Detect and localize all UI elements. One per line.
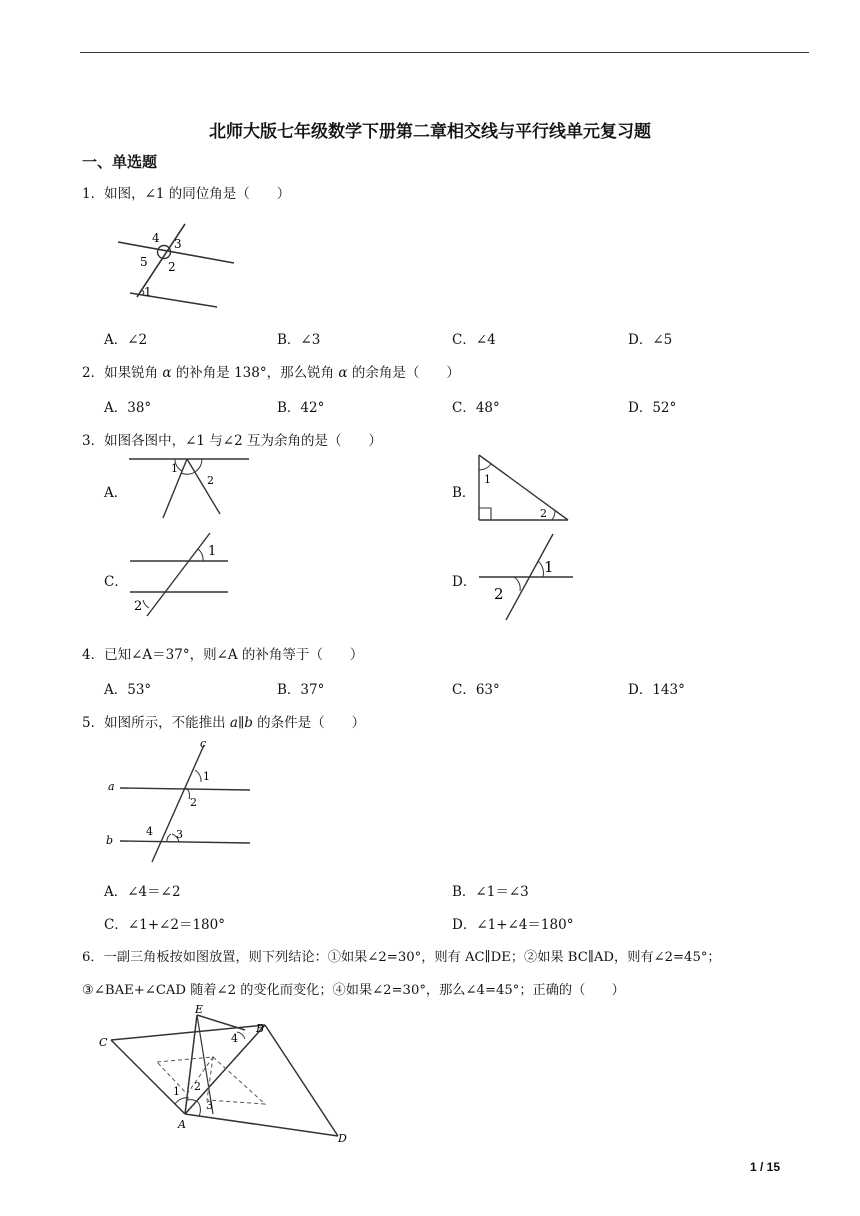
fig6-label-3: 3 bbox=[206, 1099, 213, 1112]
question-2-stem: 2．如果锐角 α 的补角是 138°，那么锐角 α 的余角是（ ） bbox=[82, 365, 460, 381]
q3b-label-2: 2 bbox=[540, 507, 547, 520]
q5-option-a[interactable]: A．∠4＝∠2 bbox=[104, 884, 181, 900]
q2-option-d[interactable]: D．52° bbox=[628, 400, 677, 416]
fig5-label-2: 2 bbox=[190, 796, 197, 809]
question-1-stem: 1．如图，∠1 的同位角是（ ） bbox=[82, 186, 291, 202]
q3-option-b[interactable]: B． bbox=[452, 485, 476, 501]
q2-option-c[interactable]: C．48° bbox=[452, 400, 500, 416]
fig6-label-4: 4 bbox=[231, 1032, 238, 1045]
question-5-figure bbox=[100, 735, 260, 865]
fig6-label-2: 2 bbox=[194, 1080, 201, 1093]
question-6-stem-line-1: 6．一副三角板按如图放置，则下列结论：①如果∠2=30°，则有 AC∥DE；②如果 BC∥AD，则有∠2=45°； bbox=[82, 950, 721, 965]
q3c-label-1: 1 bbox=[208, 544, 217, 559]
fig6-label-e: E bbox=[195, 1003, 204, 1016]
q4-option-d[interactable]: D．143° bbox=[628, 682, 685, 698]
fig6-label-a: A bbox=[178, 1118, 186, 1131]
page-title: 北师大版七年级数学下册第二章相交线与平行线单元复习题 bbox=[209, 122, 651, 142]
q5-option-c[interactable]: C．∠1+∠2＝180° bbox=[104, 917, 225, 933]
page-number: 1 / 15 bbox=[750, 1160, 781, 1174]
q3a-label-1: 1 bbox=[171, 462, 178, 475]
q3d-label-1: 1 bbox=[544, 558, 554, 576]
q2-option-b[interactable]: B．42° bbox=[277, 400, 325, 416]
q3d-label-2: 2 bbox=[494, 585, 504, 603]
q4-option-c[interactable]: C．63° bbox=[452, 682, 500, 698]
q1-option-c[interactable]: C．∠4 bbox=[452, 332, 496, 348]
fig1-label-4: 4 bbox=[152, 231, 160, 245]
fig6-label-d: D bbox=[338, 1132, 347, 1145]
q1-option-b[interactable]: B．∠3 bbox=[277, 332, 321, 348]
q3c-label-2: 2 bbox=[134, 599, 143, 614]
q3-figure-c bbox=[125, 530, 235, 618]
fig6-label-1: 1 bbox=[173, 1085, 180, 1098]
q3b-label-1: 1 bbox=[484, 473, 491, 486]
fig6-label-b: B bbox=[256, 1022, 265, 1035]
section-heading: 一、单选题 bbox=[82, 153, 158, 171]
question-6-stem-line-2: ③∠BAE+∠CAD 随着∠2 的变化而变化；④如果∠2=30°，那么∠4=45°；正确的（ ） bbox=[82, 983, 625, 998]
q4-option-b[interactable]: B．37° bbox=[277, 682, 325, 698]
q3-option-d[interactable]: D． bbox=[452, 574, 477, 590]
q3-figure-b bbox=[474, 450, 574, 526]
q3-option-a[interactable]: A． bbox=[104, 485, 128, 501]
fig5-label-4: 4 bbox=[146, 825, 153, 838]
fig5-label-c: c bbox=[200, 737, 207, 750]
fig1-label-2: 2 bbox=[168, 260, 176, 274]
q5-option-b[interactable]: B．∠1＝∠3 bbox=[452, 884, 529, 900]
fig5-label-1: 1 bbox=[203, 770, 210, 783]
fig1-label-1: 1 bbox=[144, 285, 152, 299]
q4-option-a[interactable]: A．53° bbox=[104, 682, 152, 698]
q3-figure-d bbox=[476, 530, 576, 624]
header-rule bbox=[80, 52, 809, 53]
fig5-label-a: a bbox=[108, 780, 115, 793]
q2-option-a[interactable]: A．38° bbox=[104, 400, 152, 416]
question-4-stem: 4．已知∠A＝37°，则∠A 的补角等于（ ） bbox=[82, 647, 364, 663]
fig1-label-3: 3 bbox=[174, 237, 182, 251]
fig1-label-5: 5 bbox=[140, 255, 148, 269]
question-1-figure bbox=[110, 220, 240, 315]
q3-figure-a bbox=[125, 452, 255, 522]
question-3-stem: 3．如图各图中，∠1 与∠2 互为余角的是（ ） bbox=[82, 433, 382, 449]
q5-option-d[interactable]: D．∠1+∠4＝180° bbox=[452, 917, 574, 933]
fig5-label-b: b bbox=[106, 834, 114, 847]
q1-option-d[interactable]: D．∠5 bbox=[628, 332, 673, 348]
question-5-stem: 5．如图所示，不能推出 a∥b 的条件是（ ） bbox=[82, 715, 366, 731]
question-6-figure bbox=[95, 1002, 355, 1147]
q3-option-c[interactable]: C． bbox=[104, 574, 128, 590]
q1-option-a[interactable]: A．∠2 bbox=[104, 332, 148, 348]
q3a-label-2: 2 bbox=[207, 474, 214, 487]
fig5-label-3: 3 bbox=[176, 828, 183, 841]
fig6-label-c: C bbox=[99, 1036, 108, 1049]
